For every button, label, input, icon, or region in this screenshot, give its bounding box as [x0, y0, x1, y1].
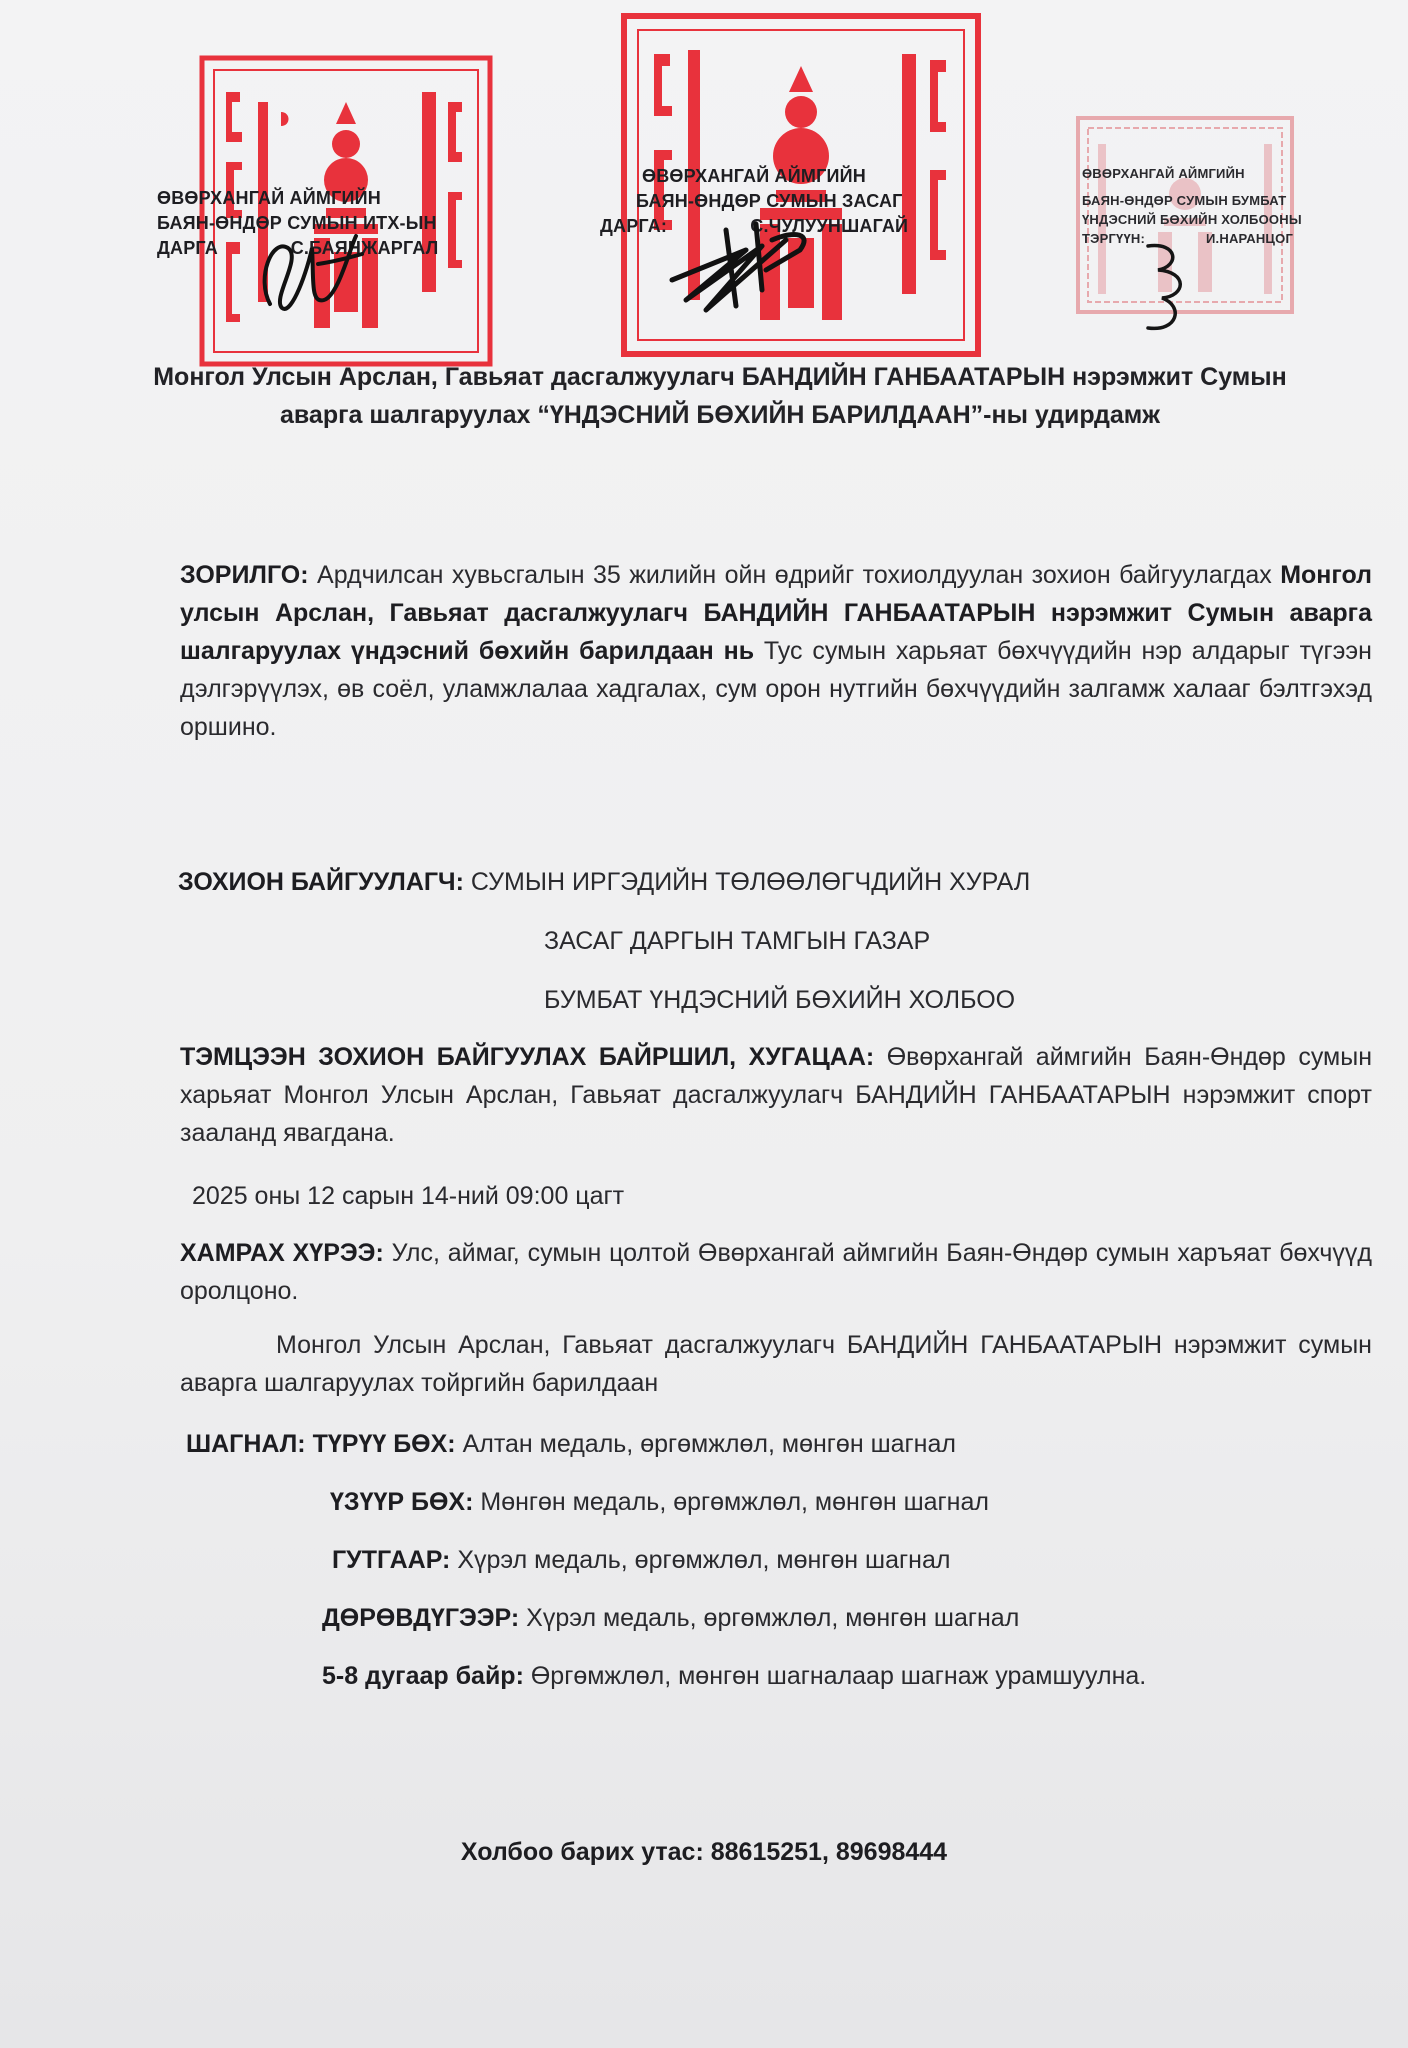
handwritten-signature-1: [252, 208, 372, 328]
handwritten-signature-3: [1128, 236, 1198, 336]
organizer-item-row: [544, 925, 930, 957]
signature-line: ӨВӨРХАНГАЙ АЙМГИЙН: [157, 188, 381, 208]
venue-date: 2025 оны 12 сарын 14-ний 09:00 цагт: [192, 1182, 625, 1210]
prize-row: [186, 1428, 956, 1460]
round-paragraph: [180, 1326, 1372, 1402]
signature-line: ТЭРГҮҮН: И.НАРАНЦОГ: [1082, 231, 1294, 246]
organizer-item-row: [544, 984, 1015, 1016]
prize-row: [322, 1602, 1019, 1634]
signature-line: ӨВӨРХАНГАЙ АЙМГИЙН: [1082, 166, 1245, 181]
signature-line: ДАРГА С.БАЯНЖАРГАЛ: [157, 238, 439, 258]
round-text: Монгол Улсын Арслан, Гавьяат дасгалжуулагч БАНДИЙН ГАНБААТАРЫН нэрэмжит сумын аварга шалгаруулах тойргийн барилдаан: [180, 1331, 1372, 1397]
scope-text: Улс, аймаг, сумын цолтой Өвөрхангай аймгийн Баян-Өндөр сумын харъяат бөхчүүд оролцоно.: [180, 1239, 1372, 1305]
goal-paragraph: [180, 556, 1372, 746]
prize-reward: Өргөмжлөл, мөнгөн шагналаар шагнаж урамшуулна.: [523, 1662, 1147, 1690]
venue-text: Өвөрхангай аймгийн Баян-Өндөр сумын харьяат Монгол Улсын Арслан, Гавьяат дасгалжуулагч БАНДИЙН ГАНБААТАРЫН нэрэмжит спорт зааланд явагдана.: [180, 1043, 1372, 1147]
organizer-item: ЗАСАГ ДАРГЫН ТАМГЫН ГАЗАР: [544, 927, 931, 955]
goal-text-1: Ардчилсан хувьсгалын 35 жилийн ойн өдрийг тохиолдуулан зохион байгуулагдах: [308, 561, 1281, 589]
organizer-item: СУМЫН ИРГЭДИЙН ТӨЛӨӨЛӨГЧДИЙН ХУРАЛ: [470, 868, 1031, 896]
signature-line: БАЯН-ӨНДӨР СУМЫН ИТХ-ЫН: [157, 213, 437, 233]
prize-reward: Алтан медаль, өргөмжлөл, мөнгөн шагнал: [455, 1430, 956, 1458]
scope-paragraph: [180, 1234, 1372, 1310]
organizer-label: ЗОХИОН БАЙГУУЛАГЧ:: [178, 868, 464, 896]
prize-row: [332, 1544, 950, 1576]
prize-reward: Мөнгөн медаль, өргөмжлөл, мөнгөн шагнал: [473, 1488, 989, 1516]
signature-line: БАЯН-ӨНДӨР СУМЫН ЗАСАГ: [636, 191, 903, 211]
signature-line: ӨВӨРХАНГАЙ АЙМГИЙН: [642, 166, 866, 186]
prize-reward: Хүрэл медаль, өргөмжлөл, мөнгөн шагнал: [519, 1604, 1020, 1632]
signature-line: ДАРГА: С.ЧУЛУУНШАГАЙ: [600, 216, 909, 236]
prize-label: ШАГНАЛ:: [186, 1430, 306, 1458]
signature-line: ҮНДЭСНИЙ БӨХИЙН ХОЛБООНЫ: [1082, 212, 1302, 227]
prize-row: [330, 1486, 989, 1518]
prize-place: ГУТГААР:: [332, 1546, 451, 1574]
goal-text-2: Тус сумын харьяат бөхчүүдийн нэр алдарыг түгээн дэлгэрүүлэх, өв соёл, уламжлалаа хадгалах, сум орон нутгийн бөхчүүдийн залгамж халааг бэлтгэхэд оршино.: [180, 637, 1372, 741]
prize-place: ТҮРҮҮ БӨХ:: [312, 1430, 456, 1458]
prize-reward: Хүрэл медаль, өргөмжлөл, мөнгөн шагнал: [450, 1546, 951, 1574]
prize-row: [322, 1660, 1146, 1692]
signature-line: БАЯН-ӨНДӨР СУМЫН БУМБАТ: [1082, 193, 1287, 208]
scope-label: ХАМРАХ ХҮРЭЭ:: [180, 1239, 384, 1267]
goal-label: ЗОРИЛГО:: [180, 561, 309, 589]
goal-text-bold: Монгол улсын Арслан, Гавьяат дасгалжуулагч БАНДИЙН ГАНБААТАРЫН нэрэмжит Сумын аварга шалгаруулах үндэсний бөхийн барилдаан нь: [180, 561, 1372, 665]
handwritten-signature-2: [666, 210, 816, 320]
contact-phone: Холбоо барих утас: 88615251, 89698444: [460, 1838, 948, 1866]
organizer-row: [178, 866, 1030, 898]
prize-place: ДӨРӨВДҮГЭЭР:: [322, 1604, 520, 1632]
prize-place: 5-8 дугаар байр:: [322, 1662, 524, 1690]
venue-label: ТЭМЦЭЭН ЗОХИОН БАЙГУУЛАХ БАЙРШИЛ, ХУГАЦАА:: [180, 1043, 875, 1071]
organizer-item: БУМБАТ ҮНДЭСНИЙ БӨХИЙН ХОЛБОО: [544, 986, 1016, 1014]
venue-paragraph: [180, 1038, 1372, 1152]
document-title: Монгол Улсын Арслан, Гавьяат дасгалжуулагч БАНДИЙН ГАНБААТАРЫН нэрэмжит Сумын аварга шалгаруулах “ҮНДЭСНИЙ БӨХИЙН БАРИЛДААН”-ны удирдамж: [153, 363, 1287, 429]
prize-place: ҮЗҮҮР БӨХ:: [330, 1488, 474, 1516]
